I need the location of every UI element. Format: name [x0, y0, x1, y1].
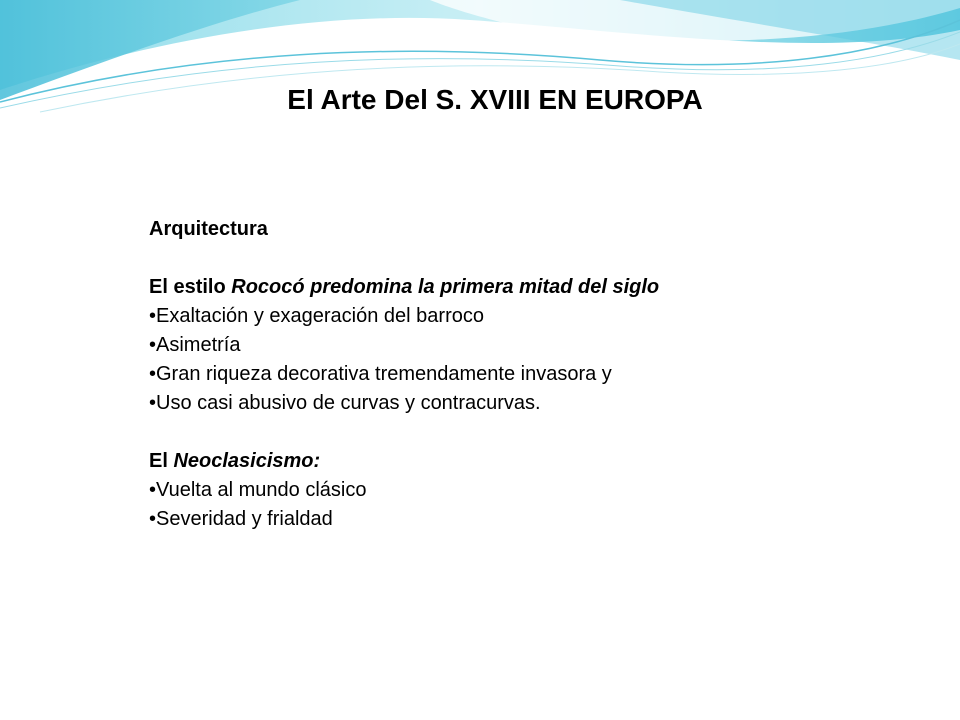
neoclasicismo-heading — [149, 447, 929, 476]
rococo-bullet: •Uso casi abusivo de curvas y contracurvas. — [149, 392, 541, 414]
rococo-bullet: •Asimetría — [149, 334, 241, 356]
slide-body — [149, 215, 929, 534]
rococo-bullet: •Exaltación y exageración del barroco — [149, 305, 484, 327]
rococo-emphasis: Rococó predomina la primera mitad del siglo — [231, 276, 660, 298]
slide-title: El Arte Del S. XVIII EN EUROPA — [287, 84, 703, 115]
spacer — [149, 418, 929, 447]
neoclasicismo-emphasis: Neoclasicismo: — [173, 450, 321, 472]
rococo-heading — [149, 273, 929, 302]
neoclasicismo-bullet: •Vuelta al mundo clásico — [149, 479, 367, 501]
neoclasicismo-prefix: El — [149, 450, 174, 472]
rococo-bullet: •Gran riqueza decorativa tremendamente invasora y — [149, 363, 612, 385]
spacer — [149, 244, 929, 273]
section-heading: Arquitectura — [149, 218, 268, 240]
rococo-prefix: El estilo — [149, 276, 232, 298]
neoclasicismo-bullet: •Severidad y frialdad — [149, 508, 333, 530]
